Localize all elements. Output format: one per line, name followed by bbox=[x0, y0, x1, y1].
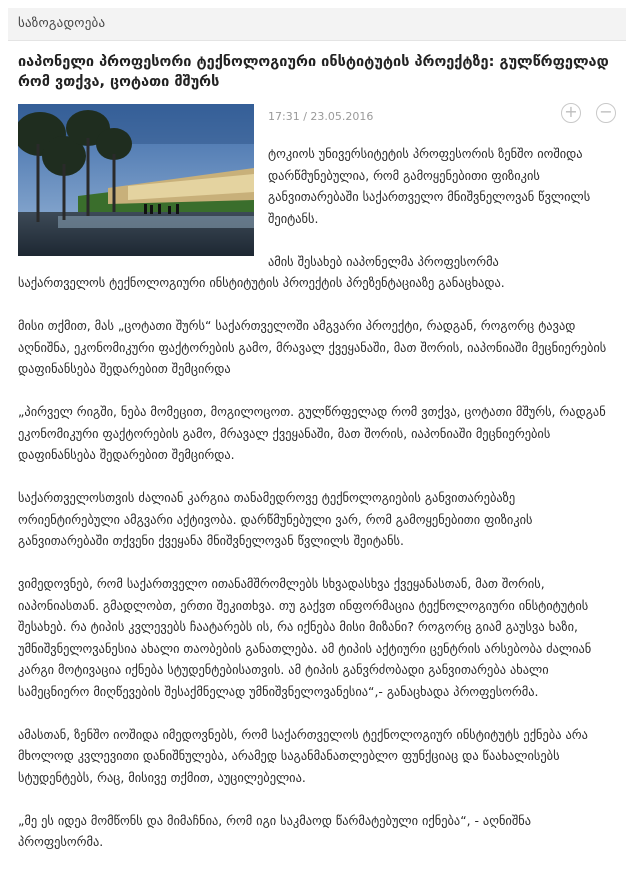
paragraph: „მე ეს იდეა მომწონს და მიმაჩნია, რომ იგი საკმაოდ წარმატებული იქნება“, - აღნიშნა პროფესორმა. bbox=[18, 812, 532, 849]
article-title: იაპონელი პროფესორი ტექნოლოგიური ინსტიტუტის პროექტზე: გულწრფელად რომ ვთქვა, ცოტათი მშურს bbox=[18, 54, 609, 90]
paragraph: ვიმედოვნებ, რომ საქართველო ითანამშრომლებს სხვადასხვა ქვეყანასთან, მათ შორის, იაპონიასთან. გმადლობთ, ერთი შეკითხვა. თუ გაქვთ ინფორმაცია ტექნოლოგიური ინსტიტუტის შესახებ. რა ტიპის კვლევებს ჩაატარებს ის, რა იქნება მისი მიზანი? როგორც გიამ გაუსვა ხაზი, უმნიშვნელოვანესია ახალი თაობების განათლება. ამ ტიპის აქტიური ცენტრის არსებობა ძალიან კარგი მოტივაცია იქნება სტუდენტებისათვის. ამ ტიპის განვრძობადი განვითარება ახალი სამეცნიერო მიღწევების შესაქმნელად უმნიშვნელოვანესია“,- განაცხადა პროფესორმა. bbox=[18, 576, 592, 699]
paragraph: მისი თქმით, მას „ცოტათი შურს“ საქართველოში ამგვარი პროექტი, რადგან, როგორც ტავად აღნიშნა, ეკონომიკური ფაქტორების გამო, მრავალ ქვეყანაში, მათ შორის, იაპონიაში მეცნიერების დაფინანსება შედარებით შემცირდა bbox=[18, 318, 607, 376]
paragraph: ამის შესახებ იაპონელმა პროფესორმა bbox=[268, 253, 499, 269]
zoom-in-icon[interactable]: + bbox=[561, 103, 581, 123]
article-body bbox=[18, 143, 618, 874]
publish-datetime: 17:31 / 23.05.2016 bbox=[268, 110, 374, 123]
paragraph: „პირველ რიგში, ნება მომეცით, მოგილოცოთ. გულწრფელად რომ ვთქვა, ცოტათი მშურს, რადგან ეკონომიკური ფაქტორების გამო, მრავალ ქვეყანაში, მათ შორის, იაპონიაში მეცნიერების დაფინანსება შედარებით შემცირდა. bbox=[18, 404, 606, 462]
paragraph: საქართველოს ტექნოლოგიური ინსტიტუტის პროექტის პრეზენტაციაზე განაცხადა. bbox=[18, 275, 505, 290]
paragraph: ტოკიოს უნივერსიტეტის პროფესორის ზენშო იოშიდა დარწმუნებულია, რომ გამოყენებითი ფიზიკის განვითარებაში საქართველო მნიშვნელოვან წვლილს შეიტანს. bbox=[268, 146, 591, 226]
paragraph: საქართველოსთვის ძალიან კარგია თანამედროვე ტექნოლოგიების განვითარებაზე ორიენტირებული ამგვარი აქტივობა. დარწმუნებული ვარ, რომ გამოყენებითი ფიზიკის განვითარებაში თქვენი ქვეყანა მნიშვნელოვან წვლილს შეიტანს. bbox=[18, 490, 533, 548]
zoom-out-icon[interactable]: − bbox=[596, 103, 616, 123]
category-label[interactable]: საზოგადოება bbox=[18, 16, 106, 31]
paragraph: ამასთან, ზენშო იოშიდა იმედოვნებს, რომ საქართველოს ტექნოლოგიურ ინსტიტუტს ექნება არა მხოლოდ კვლევითი დანიშნულება, არამედ საგანმანათლებლო ფუნქციაც და წაახალისებს სტუდენტებს, რაც, მისივე თქმით, აუცილებელია. bbox=[18, 726, 588, 785]
